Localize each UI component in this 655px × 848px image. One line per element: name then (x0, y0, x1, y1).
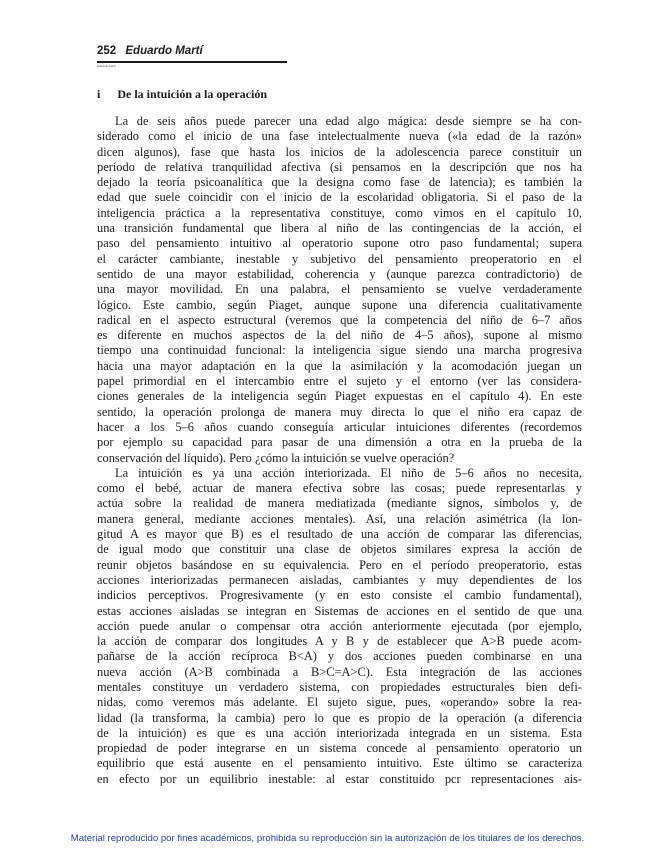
running-head-author: Eduardo Martí (125, 45, 203, 57)
header-rule (97, 61, 287, 63)
text-line: hacia una mayor adaptación en la que la asimilación y la acomodación juegan un (97, 358, 582, 373)
text-line: acción puede anular o compensar otra acción anteriormente ejecutada (por ejemplo, (97, 618, 582, 633)
text-line: gitud A es mayor que B) es el resultado de una acción de comparar las diferencias, (97, 527, 582, 542)
section-marker: i (97, 87, 101, 101)
text-line: edad que suele coincidir con el inicio de la escolaridad obligatoria. Si el paso de la (97, 190, 582, 205)
text-line: pañarse de la acción recíproca B<A) y dos acciones pueden combinarse en una (97, 649, 582, 664)
text-line: una mayor movilidad. En una palabra, el pensamiento se vuelve verdaderamente (97, 282, 582, 297)
text-line: ciones generales de la inteligencia según Piaget expuestas en el capítulo 4). En este (97, 389, 582, 404)
text-line: radical en el aspecto estructural (veremos que la competencia del niño de 6–7 años (97, 312, 582, 327)
text-line: equilibrio que está ausente en el pensamiento intuitivo. Este último se caracteriza (97, 756, 582, 771)
running-head (97, 45, 203, 57)
header-tag: Eduardo Martí (97, 64, 117, 68)
text-line: conservación del líquido). Pero ¿cómo la intuición se vuelve operación? (97, 450, 455, 465)
text-line: La de seis años puede parecer una edad algo mágica: desde siempre se ha con- (115, 114, 582, 128)
text-line: período de relativa tranquilidad afectiva (si pensamos en la descripción que nos ha (97, 159, 582, 174)
text-line: manera general, mediante acciones mentales). Así, una relación asimétrica (la lon- (97, 511, 582, 526)
text-line: es diferente en muchos aspectos de la del niño de 4–5 años), supone al mismo (97, 328, 582, 343)
text-line: nueva acción (A>B combinada a B>C=A>C). Esta integración de las acciones (97, 664, 582, 679)
text-line: siderado como el inicio de una fase intelectualmente nueva («la edad de la razón» (97, 129, 582, 144)
text-line: paso del pensamiento intuitivo al operatorio supone otro paso fundamental; supera (97, 236, 582, 251)
text-line: papel primordial en el intercambio entre el sujeto y el entorno (ver las considera- (97, 374, 582, 389)
text-line: mentales constituye un verdadero sistema, con propiedades estructurales bien defi- (97, 679, 582, 694)
text-line: indicios perceptivos. Progresivamente (y en esto consiste el cambio fundamental), (97, 588, 582, 603)
section-title: De la intuición a la operación (117, 87, 268, 101)
text-line: dejado la teoría psicoanalítica que la designa como fase de latencia); es también la (97, 175, 582, 190)
text-line: actúa sobre la realidad de manera mediatizada (mediante signos, símbolos y, de (97, 496, 582, 511)
section-heading (97, 87, 267, 102)
text-line: tiempo una continuidad funcional: la inteligencia sigue siendo una marcha progresiva (97, 343, 582, 358)
text-line: la acción de comparar dos longitudes A y B y de establecer que A>B puede acom- (97, 634, 582, 649)
copyright-notice: Material reproducido por fines académicos, prohibida su reproducción sin la autorización de los titulares de los derechos. (70, 833, 585, 844)
body-text (97, 114, 582, 787)
text-line: de la intuición) es que es una acción interiorizada integrada en un sistema. Esta (97, 725, 582, 740)
text-line: nidas, como veremos más adelante. El sujeto sigue, pues, «operando» sobre la rea- (97, 695, 582, 710)
text-line: estas acciones aisladas se integran en Sistemas de acciones en el sentido de que una (97, 603, 582, 618)
text-line: lidad (la transforma, la cambia) pero lo que es propio de la operación (a diferencia (97, 710, 582, 725)
text-line: hacer a los 5–6 años cuando conseguía articular intuiciones diferentes (recordemos (97, 419, 582, 434)
text-line: el carácter cambiante, inestable y subjetivo del pensamiento preoperatorio en el (97, 251, 582, 266)
page-number: 252 (97, 45, 117, 57)
text-line: como el bebé, actuar de manera efectiva sobre las cosas; puede representarlas y (97, 481, 582, 496)
text-line: La intuición es ya una acción interiorizada. El niño de 5–6 años no necesita, (115, 465, 582, 480)
text-line: inteligencia práctica a la representativa constituye, como vimos en el capítulo 10, (97, 205, 582, 220)
text-line: sentido, la operación prolonga de manera muy directa lo que el niño era capaz de (97, 404, 582, 419)
text-line: sentido de una mayor estabilidad, coherencia y (aunque parezca contradictorio) de (97, 266, 582, 281)
text-line: acciones interiorizadas permanecen aisladas, cambiantes y muy dependientes de los (97, 572, 582, 587)
text-line: una transición fundamental que libera al niño de las contingencias de la acción, el (97, 221, 582, 236)
text-line: reunir objetos basándose en su equivalencia. Pero en el período preoperatorio, estas (97, 557, 582, 572)
text-line: por ejemplo su capacidad para pasar de una dimensión a otra en la prueba de la (97, 435, 582, 450)
text-line: de igual modo que constituir una clase de objetos similares expresa la acción de (97, 542, 582, 557)
text-line: en efecto por un equilibrio inestable: al estar constituido pcr representaciones ais- (97, 771, 582, 786)
text-line: propiedad de poder integrarse en un sistema concede al pensamiento operatorio un (97, 741, 582, 756)
text-line: dicen algunos), fase que hasta los inicios de la adolescencia parece constituir un (97, 144, 582, 159)
text-line: lógico. Este cambio, según Piaget, aunque supone una diferencia cualitativamente (97, 297, 582, 312)
